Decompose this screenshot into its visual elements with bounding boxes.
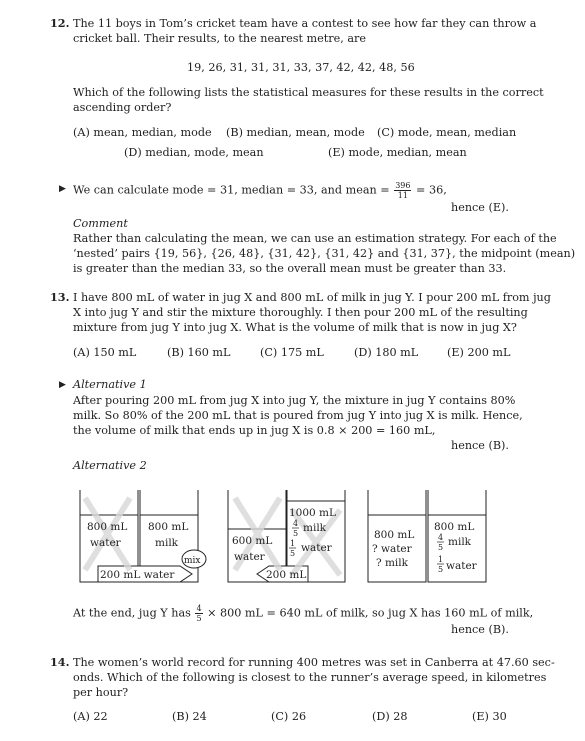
jug5-water: ? water (372, 543, 412, 555)
fraction-denominator: 5 (196, 614, 202, 623)
q13-stem-line3: mixture from jug Y into jug X. What is the volume of milk that is now in jug X? (73, 321, 517, 334)
jug6-frac1-den: 5 (438, 543, 444, 552)
jug2-volume: 800 mL (148, 521, 189, 533)
q14-stem-line2: onds. Which of the following is closest to the runner’s average speed, in kilometres (73, 671, 547, 684)
triangle-bullet-icon: ▶ (59, 184, 66, 194)
q14-stem-line3: per hour? (73, 686, 129, 699)
jug6-frac1-num: 4 (438, 533, 444, 542)
q12-ask-line2: ascending order? (73, 101, 172, 114)
q13-option-d: (D) 180 mL (354, 346, 419, 359)
jug1-volume: 800 mL (87, 521, 128, 533)
jug2-contents: milk (155, 537, 179, 549)
q12-stem-line1: The 11 boys in Tom’s cricket team have a contest to see how far they can throw a (73, 17, 537, 30)
q13-alt1-line1: After pouring 200 mL from jug X into jug Y, the mixture in jug Y contains 80% (73, 394, 516, 407)
jug3-contents: water (234, 551, 265, 563)
q13-option-e: (E) 200 mL (447, 346, 511, 359)
q13-option-c: (C) 175 mL (260, 346, 324, 359)
jug4-volume: 1000 mL (289, 507, 336, 519)
jug6-frac2-num: 1 (438, 555, 444, 564)
jug4-milk: milk (303, 522, 327, 534)
mix-label: mix (184, 556, 201, 566)
q14-option-b: (B) 24 (172, 710, 207, 723)
q13-end-line (73, 604, 533, 623)
q13-alt1-line2: milk. So 80% of the 200 mL that is poured from jug Y into jug X is milk. Hence, (73, 409, 523, 422)
jugs-diagram (0, 480, 585, 590)
jug4-frac2-num: 1 (290, 539, 296, 548)
q13-end-fraction (195, 604, 202, 623)
jug6-frac2-den: 5 (438, 565, 444, 574)
fraction-numerator: 4 (196, 604, 202, 613)
q12-option-d: (D) median, mode, mean (124, 146, 264, 159)
triangle-bullet-icon: ▶ (59, 380, 66, 390)
q12-ask-line1: Which of the following lists the statistical measures for these results in the correct (73, 86, 544, 99)
q12-option-e: (E) mode, median, mean (328, 146, 467, 159)
q13-end-result: × 800 mL = 640 mL of milk, so jug X has 160 mL of milk, (207, 606, 534, 620)
q13-alt1-title: Alternative 1 (73, 378, 147, 391)
q14-option-d: (D) 28 (372, 710, 408, 723)
q14-option-a: (A) 22 (73, 710, 108, 723)
q12-comment-line1: Rather than calculating the mean, we can use an estimation strategy. For each of the (73, 232, 557, 245)
jug1-contents: water (90, 537, 121, 549)
q12-data-list: 19, 26, 31, 31, 31, 33, 37, 42, 42, 48, 56 (187, 61, 415, 74)
q14-number: 14. (50, 655, 70, 669)
q13-stem-line1: I have 800 mL of water in jug X and 800 mL of milk in jug Y. I pour 200 mL from jug (73, 291, 551, 304)
jug4-frac1-den: 5 (293, 529, 299, 538)
jug4-water: water (301, 542, 332, 554)
q12-number: 12. (50, 16, 70, 30)
q13-alt1-line3: the volume of milk that ends up in jug X is 0.8 × 200 = 160 mL, (73, 424, 436, 437)
jug6-water: water (446, 560, 477, 572)
q13-alt1-hence: hence (B). (451, 439, 509, 452)
q13-stem-line2: X into jug Y and stir the mixture thoroughly. I then pour 200 mL of the resulting (73, 306, 528, 319)
pour2-label: 200 mL (266, 569, 307, 581)
q14-option-c: (C) 26 (271, 710, 307, 723)
jug5-milk: ? milk (376, 557, 409, 569)
q12-comment-title: Comment (73, 217, 128, 230)
q13-option-a: (A) 150 mL (73, 346, 137, 359)
q12-stem-line2: cricket ball. Their results, to the nearest metre, are (73, 32, 366, 45)
jug6-volume: 800 mL (434, 521, 475, 533)
fraction-denominator: 11 (397, 191, 408, 200)
jug6-milk: milk (448, 536, 472, 548)
fraction-numerator: 396 (395, 181, 411, 190)
q12-option-a: (A) mean, median, mode (73, 126, 212, 139)
q12-solution-result: = 36, (416, 183, 447, 197)
q13-number: 13. (50, 290, 70, 304)
jug3-volume: 600 mL (232, 535, 273, 547)
q12-solution-line (73, 181, 447, 200)
jug4-frac2-den: 5 (290, 549, 296, 558)
q13-end-hence: hence (B). (451, 623, 509, 636)
q12-option-b: (B) median, mean, mode (226, 126, 365, 139)
q14-option-e: (E) 30 (472, 710, 507, 723)
q12-option-c: (C) mode, mean, median (377, 126, 517, 139)
jug5-volume: 800 mL (374, 529, 415, 541)
q12-solution-text: We can calculate mode = 31, median = 33, and mean = (73, 183, 390, 197)
jug4-frac1-num: 4 (293, 519, 299, 528)
q12-comment-line3: is greater than the median 33, so the overall mean must be greater than 33. (73, 262, 507, 275)
q12-hence: hence (E). (451, 201, 509, 214)
pour1-label: 200 mL water (100, 569, 175, 581)
q13-option-b: (B) 160 mL (167, 346, 231, 359)
q12-comment-line2: ‘nested’ pairs {19, 56}, {26, 48}, {31, 42}, {31, 42} and {31, 37}, the midpoint (mean) (73, 247, 576, 260)
q14-stem-line1: The women’s world record for running 400 metres was set in Canberra at 47.60 sec- (73, 656, 555, 669)
q13-end-text: At the end, jug Y has (73, 606, 191, 620)
q12-mean-fraction (394, 181, 411, 200)
q13-alt2-title: Alternative 2 (73, 459, 147, 472)
